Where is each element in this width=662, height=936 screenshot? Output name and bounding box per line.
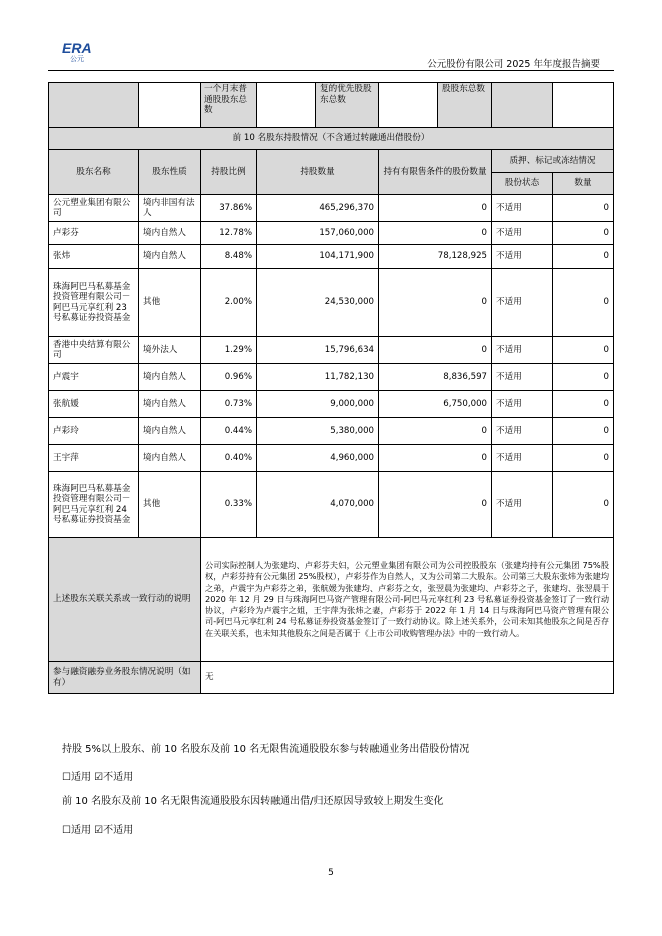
col-header-ratio: 持股比例	[201, 150, 257, 195]
lending-paragraph: 持股 5%以上股东、前 10 名股东及前 10 名无限售流通股股东参与转融通业务出借股份情况	[62, 744, 470, 755]
holder-status: 不适用	[492, 337, 553, 364]
holder-name: 王宇萍	[49, 445, 139, 472]
holder-quantity: 24,530,000	[257, 269, 379, 337]
holder-nature: 境内自然人	[139, 364, 201, 391]
holder-quantity: 11,782,130	[257, 364, 379, 391]
holder-status: 不适用	[492, 364, 553, 391]
holder-name: 张航媛	[49, 391, 139, 418]
table-row	[49, 195, 614, 222]
holder-nature: 境内自然人	[139, 391, 201, 418]
holder-count: 0	[553, 391, 614, 418]
table-row	[49, 269, 614, 337]
holder-name: 珠海阿巴马私募基金投资管理有限公司－阿巴马元享红利 24 号私募证券投资基金	[49, 472, 139, 538]
holder-name: 张炜	[49, 245, 139, 269]
holder-quantity: 465,296,370	[257, 195, 379, 222]
holder-restricted: 0	[379, 222, 492, 245]
holder-count: 0	[553, 195, 614, 222]
holder-count: 0	[553, 445, 614, 472]
holder-quantity: 104,171,900	[257, 245, 379, 269]
total-holders-label: 股股东总数	[442, 84, 485, 94]
logo-text: ERA	[62, 40, 92, 56]
col-header-status: 股份状态	[492, 173, 553, 195]
holder-nature: 境内自然人	[139, 445, 201, 472]
holder-name: 卢彩芬	[49, 222, 139, 245]
holder-restricted: 0	[379, 337, 492, 364]
holder-nature: 境外法人	[139, 337, 201, 364]
holder-ratio: 0.44%	[201, 418, 257, 445]
holder-ratio: 8.48%	[201, 245, 257, 269]
holder-nature: 其他	[139, 269, 201, 337]
table-row	[49, 337, 614, 364]
holder-restricted: 0	[379, 418, 492, 445]
holder-ratio: 2.00%	[201, 269, 257, 337]
holder-quantity: 5,380,000	[257, 418, 379, 445]
holder-ratio: 0.33%	[201, 472, 257, 538]
holder-quantity: 4,960,000	[257, 445, 379, 472]
change-checkbox-line: ☐适用 ☑不适用	[62, 825, 134, 836]
table-row	[49, 418, 614, 445]
holder-restricted: 78,128,925	[379, 245, 492, 269]
report-header-title: 公元股份有限公司 2025 年年度报告摘要	[427, 59, 600, 70]
holder-status: 不适用	[492, 222, 553, 245]
holder-nature: 境内非国有法人	[139, 195, 201, 222]
holder-restricted: 0	[379, 445, 492, 472]
holder-count: 0	[553, 418, 614, 445]
holder-ratio: 1.29%	[201, 337, 257, 364]
holder-name: 卢彩玲	[49, 418, 139, 445]
holder-quantity: 157,060,000	[257, 222, 379, 245]
top-summary-row	[49, 83, 614, 128]
holder-status: 不适用	[492, 245, 553, 269]
shareholder-table	[48, 82, 614, 694]
holder-nature: 境内自然人	[139, 222, 201, 245]
holder-name: 卢震宇	[49, 364, 139, 391]
holder-status: 不适用	[492, 418, 553, 445]
table-row	[49, 391, 614, 418]
holder-quantity: 9,000,000	[257, 391, 379, 418]
holder-status: 不适用	[492, 391, 553, 418]
holder-name: 珠海阿巴马私募基金投资管理有限公司－阿巴马元享红利 23 号私募证券投资基金	[49, 269, 139, 337]
header-divider	[48, 70, 614, 71]
table-row	[49, 245, 614, 269]
holder-restricted: 0	[379, 195, 492, 222]
holder-status: 不适用	[492, 269, 553, 337]
holder-ratio: 37.86%	[201, 195, 257, 222]
holder-count: 0	[553, 472, 614, 538]
logo-subtext: 公元	[70, 55, 84, 63]
holder-count: 0	[553, 337, 614, 364]
holder-restricted: 0	[379, 269, 492, 337]
financing-value: 无	[201, 662, 614, 694]
holder-quantity: 15,796,634	[257, 337, 379, 364]
holder-nature: 其他	[139, 472, 201, 538]
lending-checkbox-line: ☐适用 ☑不适用	[62, 772, 134, 783]
col-header-pledge: 质押、标记或冻结情况	[492, 150, 614, 173]
col-header-restricted: 持有有限售条件的股份数量	[379, 150, 492, 195]
holder-status: 不适用	[492, 472, 553, 538]
holder-count: 0	[553, 222, 614, 245]
holder-ratio: 12.78%	[201, 222, 257, 245]
holder-ratio: 0.73%	[201, 391, 257, 418]
monthly-holders-label: 一个月末普通股股东总数	[201, 83, 257, 127]
holder-nature: 境内自然人	[139, 418, 201, 445]
holder-restricted: 6,750,000	[379, 391, 492, 418]
holder-status: 不适用	[492, 195, 553, 222]
col-header-count: 数量	[553, 173, 614, 195]
section-title: 前 10 名股东持股情况（不含通过转融通出借股份）	[49, 128, 614, 150]
holder-nature: 境内自然人	[139, 245, 201, 269]
financing-label: 参与融资融券业务股东情况说明（如有）	[49, 662, 201, 694]
col-header-nature: 股东性质	[139, 150, 201, 195]
holder-ratio: 0.96%	[201, 364, 257, 391]
holder-restricted: 0	[379, 472, 492, 538]
holder-restricted: 8,836,597	[379, 364, 492, 391]
holder-count: 0	[553, 245, 614, 269]
page-number: 5	[328, 868, 334, 878]
table-row	[49, 364, 614, 391]
company-logo	[62, 41, 96, 65]
change-paragraph: 前 10 名股东及前 10 名无限售流通股股东因转融通出借/归还原因导致较上期发生变化	[62, 796, 444, 807]
holder-status: 不适用	[492, 445, 553, 472]
holder-name: 香港中央结算有限公司	[49, 337, 139, 364]
holder-count: 0	[553, 364, 614, 391]
holder-quantity: 4,070,000	[257, 472, 379, 538]
table-row	[49, 222, 614, 245]
relation-label: 上述股东关联关系或一致行动的说明	[49, 538, 201, 662]
table-row	[49, 472, 614, 538]
col-header-name: 股东名称	[49, 150, 139, 195]
preferred-holders-label: 复的优先股股东总数	[320, 84, 372, 105]
holder-name: 公元塑业集团有限公司	[49, 195, 139, 222]
col-header-quantity: 持股数量	[257, 150, 379, 195]
holder-ratio: 0.40%	[201, 445, 257, 472]
table-row	[49, 445, 614, 472]
holder-count: 0	[553, 269, 614, 337]
relation-text: 公司实际控制人为张建均、卢彩芬夫妇，公元塑业集团有限公司为公司控股股东（张建均持有公元集团 75%股权，卢彩芬持有公元集团 25%股权），卢彩芬作为自然人，又为公司第二大股东。公司第三大股东张炜为张建均之弟，卢震宇为卢彩芬之弟，张航媛为张建均、卢彩芬之女，张翌晨为张建均、卢彩芬之子，张建均、张翌晨于 2020 年 12 月 29 日与珠海阿巴马资产管理有限公司-阿巴马元享红利 23 号私募证券投资基金签订了一致行动协议，卢彩玲为卢震宇之姐，王宇萍为张炜之妻，卢彩芬于 2022 年 1 月 14 日与珠海阿巴马资产管理有限公司-阿巴马元享红利 24 号私募证券投资基金签订了一致行动协议。除上述关系外，公司未知其他股东之间是否存在关联关系，也未知其他股东之间是否属于《上市公司收购管理办法》中的一致行动人。	[201, 538, 614, 662]
